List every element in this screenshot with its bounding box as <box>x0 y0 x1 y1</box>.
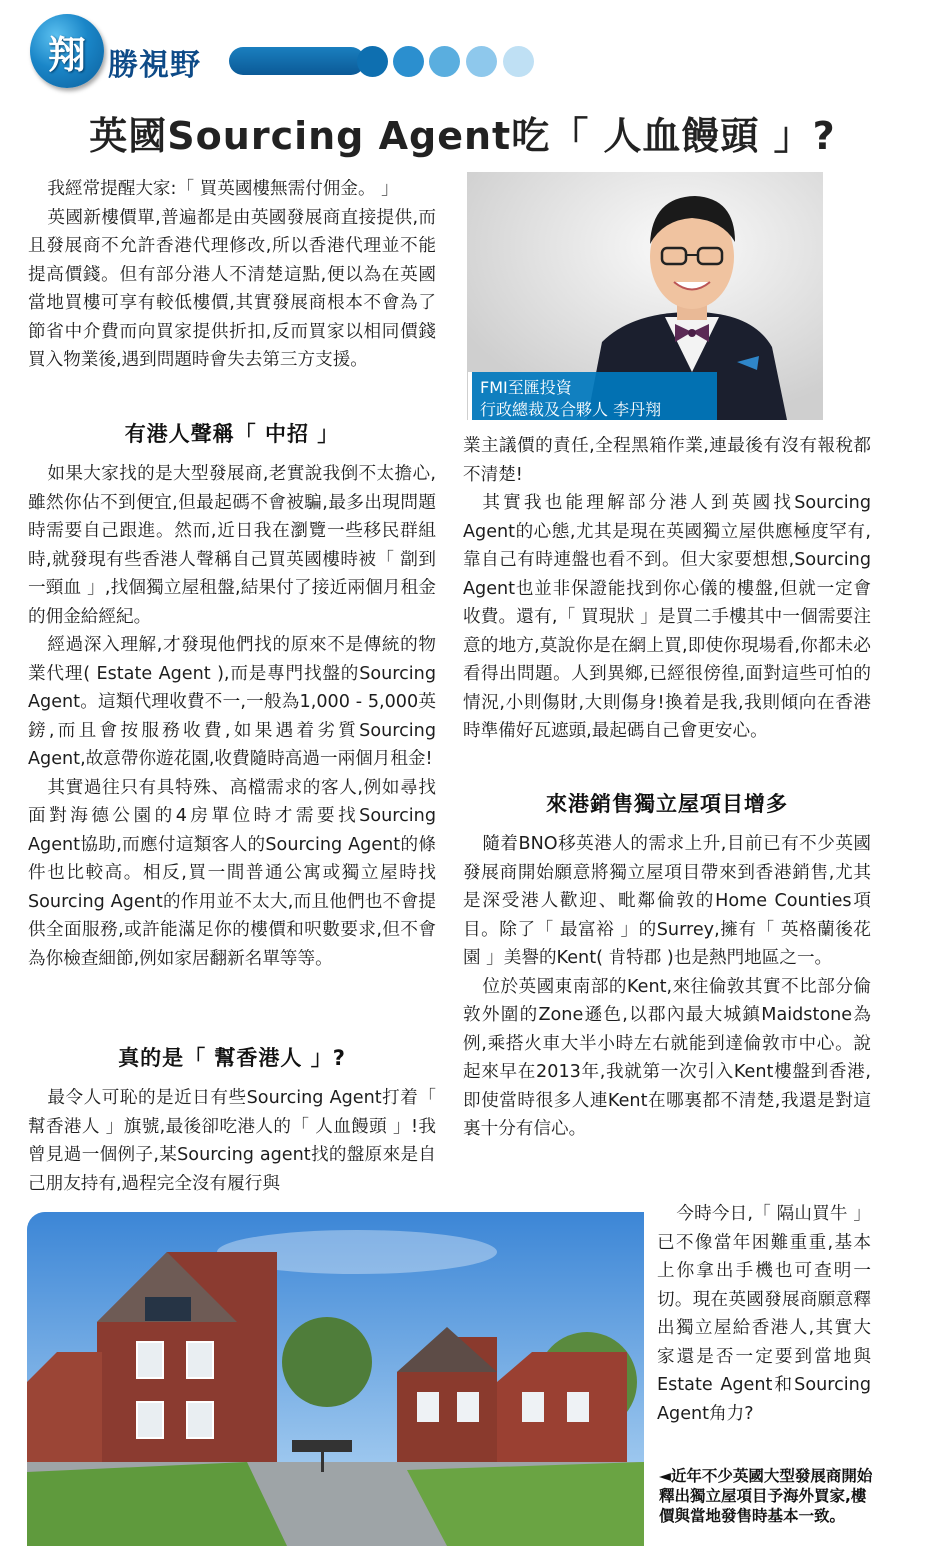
header-bar <box>229 47 365 75</box>
subheading: 真的是「 幫香港人 」? <box>118 1046 346 1070</box>
logo-char: 翔 <box>47 32 86 77</box>
paragraph: 我經常提醒大家:「 買英國樓無需付佣金。 」 <box>47 179 399 199</box>
paragraph: 位於英國東南部的Kent,來往倫敦其實不比部分倫敦外圍的Zone遜色,以郡內最大城鎮Maidstone為例,乘搭火車大半小時左右就能到達倫敦市中心。說起來早在2013年,我就第一次引入Kent樓盤到香港,即使當時很多人連Kent在哪裏都不清楚,我還是對這裏十分有信心。 <box>463 976 871 1139</box>
header-dot <box>393 46 424 77</box>
paragraph: 其實我也能理解部分港人到英國找Sourcing Agent的心態,尤其是現在英國獨立屋供應極度罕有,靠自己有時連盤也看不到。但大家要想想,Sourcing Agent也並非保證能找到你心儀的樓盤,但就一定會收費。還有,「 買現狀 」是買二手樓其中一個需要注意的地方,莫說你是在網上買,即使你現場看,你都未必看得出問題。人到異鄉,已經很傍徨,面對這些可怕的情況,小則傷財,大則傷身!換着是我,我則傾向在香港時準備好瓦遮頭,最起碼自己會更安心。 <box>463 493 871 741</box>
header-dot <box>357 46 388 77</box>
header-dot <box>429 46 460 77</box>
left-column-mid <box>28 460 436 973</box>
paragraph: 其實過往只有具特殊、高檔需求的客人,例如尋找面對海德公園的4房單位時才需要找Sourcing Agent協助,而應付這類客人的Sourcing Agent的條件也比較高。相反,買一間普通公寓或獨立屋時找Sourcing Agent的作用並不太大,而且他們也不會提供全面服務,或許能滿足你的樓價和呎數要求,但不會為你檢查細節,例如家居翻新名單等等。 <box>28 777 436 969</box>
header-dot <box>466 46 497 77</box>
houses-illustration <box>27 1212 644 1546</box>
article-headline: 英國Sourcing Agent吃「 人血饅頭 」? <box>89 114 836 158</box>
image-caption: ◄近年不少英國大型發展商開始釋出獨立屋項目予海外買家,樓價與當地發售時基本一致。 <box>659 1467 873 1525</box>
header-dot <box>503 46 534 77</box>
paragraph: 如果大家找的是大型發展商,老實說我倒不太擔心,雖然你佔不到便宜,但最起碼不會被騙,最多出現問題時需要自己跟進。然而,近日我在瀏覽一些移民群組時,就發現有些香港人聲稱自己買英國樓時被「 劏到一頸血 」,找個獨立屋租盤,結果付了接近兩個月租金的佣金給經紀。 <box>28 464 436 627</box>
houses-photo <box>27 1212 644 1546</box>
subheading: 來港銷售獨立屋項目增多 <box>546 792 788 816</box>
paragraph: 最令人可恥的是近日有些Sourcing Agent打着「 幫香港人 」旗號,最後卻吃港人的「 人血饅頭 」!我曾見過一個例子,某Sourcing agent找的盤原來是自己朋友持有,過程完全沒有履行與 <box>28 1088 436 1194</box>
column-logo <box>30 14 104 88</box>
left-column-bottom <box>28 1084 436 1198</box>
paragraph: 業主議價的責任,全程黑箱作業,連最後有沒有報稅都不清楚! <box>463 436 871 485</box>
column-name: 勝視野 <box>108 48 201 83</box>
paragraph: 今時今日,「 隔山買牛 」已不像當年困難重重,基本上你拿出手機也可查明一切。現在英國發展商願意釋出獨立屋給香港人,其實大家還是否一定要到當地與Estate Agent和Sourcing Agent角力? <box>657 1204 871 1424</box>
right-column-bottom <box>657 1200 871 1428</box>
photo-caption-company: FMI至匯投資 <box>480 378 572 397</box>
paragraph: 英國新樓價單,普遍都是由英國發展商直接提供,而且發展商不允許香港代理修改,所以香港代理並不能提高價錢。但有部分港人不清楚這點,便以為在英國當地買樓可享有較低樓價,其實發展商根本不會為了節省中介費而向買家提供折扣,反而買家以相同價錢買入物業後,遇到問題時會失去第三方支援。 <box>28 207 436 370</box>
left-column-top <box>28 175 436 375</box>
right-column-mid <box>463 830 871 1144</box>
paragraph: 隨着BNO移英港人的需求上升,目前已有不少英國發展商開始願意將獨立屋項目帶來到香港銷售,尤其是深受港人歡迎、毗鄰倫敦的Home Counties項目。除了「 最富裕 」的Surrey,擁有「 英格蘭後花園 」美譽的Kent( 肯特郡 )也是熱門地區之一。 <box>463 834 871 968</box>
photo-caption-person: 行政總裁及合夥人 李丹翔 <box>480 400 662 419</box>
right-column-top <box>463 432 871 746</box>
paragraph: 經過深入理解,才發現他們找的原來不是傳統的物業代理( Estate Agent ),而是專門找盤的Sourcing Agent。這類代理收費不一,一般為1,000 - 5,000英鎊,而且會按服務收費,如果遇着劣質Sourcing Agent,故意帶你遊花園,收費隨時高過一兩個月租金! <box>28 635 436 769</box>
subheading: 有港人聲稱「 中招 」 <box>124 422 340 446</box>
